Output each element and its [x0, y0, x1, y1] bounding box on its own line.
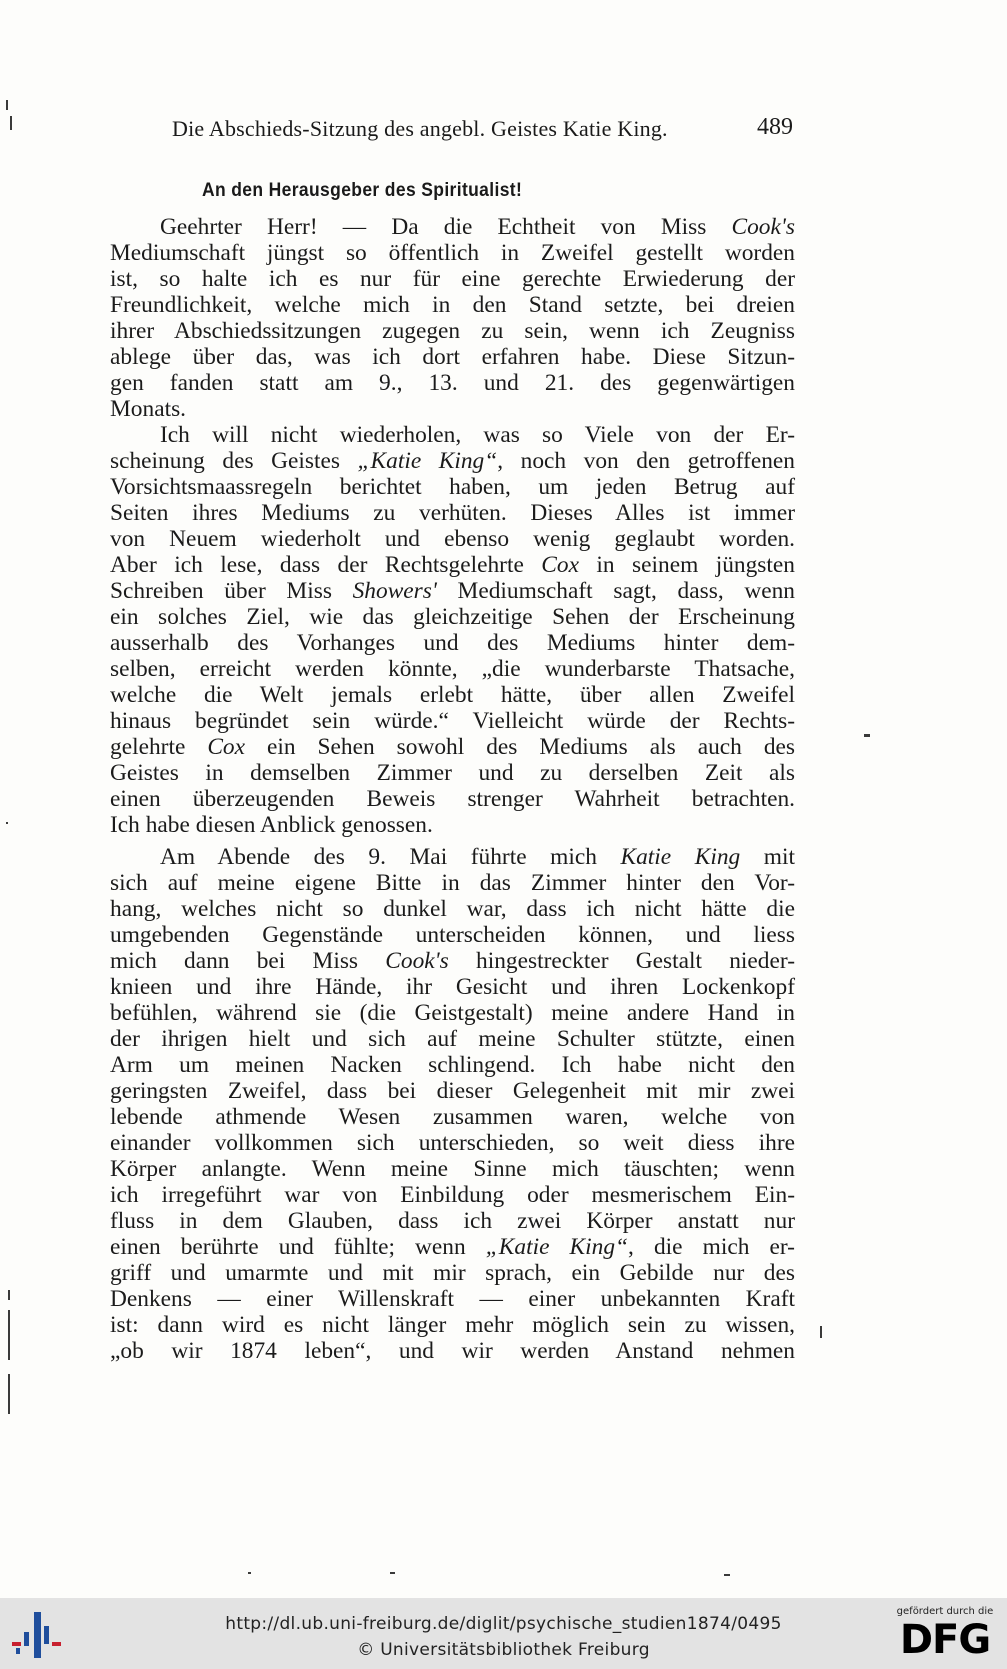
emphasized-name: Katie King	[620, 844, 741, 870]
text-line: lebende athmende Wesen zusammen waren, welche von	[110, 1104, 795, 1130]
text-line: Vorsichtsmaassregeln berichtet haben, um jeden Betrug auf	[110, 474, 795, 500]
text-line: Ich habe diesen Anblick genossen.	[110, 812, 433, 838]
text-line: Körper anlangte. Wenn meine Sinne mich täuschten; wenn	[110, 1156, 795, 1182]
emphasized-name: Cox	[207, 734, 245, 760]
dfg-caption: gefördert durch die	[896, 1606, 994, 1617]
letter-heading: An den Herausgeber des Spiritualist!	[202, 180, 523, 201]
text-line: selben, erreicht werden könnte, „die wunderbarste Thatsache,	[110, 656, 795, 682]
text-line: einander vollkommen sich unterschieden, so weit diess ihre	[110, 1130, 795, 1156]
text-line: ist: dann wird es nicht länger mehr möglich sein zu wissen,	[110, 1312, 795, 1338]
text-line: scheinung des Geistes „Katie King“, noch von den getroffenen	[110, 448, 795, 474]
text-line: Ich will nicht wiederholen, was so Viele von der Er-	[160, 422, 795, 448]
emphasized-name: Cook's	[731, 214, 795, 240]
text-line: Denkens — einer Willenskraft — einer unbekannten Kraft	[110, 1286, 795, 1312]
body-text	[110, 214, 795, 1364]
scan-mark	[724, 1574, 730, 1576]
text-line: von Neuem wiederholt und ebenso wenig geglaubt worden.	[110, 526, 795, 552]
text-line: Arm um meinen Nacken schlingend. Ich habe nicht den	[110, 1052, 795, 1078]
text-line: mich dann bei Miss Cook's hingestreckter Gestalt nieder-	[110, 948, 795, 974]
page-number: 489	[757, 114, 793, 140]
text-line: sich auf meine eigene Bitte in das Zimmer hinter den Vor-	[110, 870, 795, 896]
text-line: griff und umarmte und mit mir sprach, ein Gebilde nur des	[110, 1260, 795, 1286]
scan-mark	[6, 100, 8, 110]
running-head-title: Die Abschieds-Sitzung des angebl. Geistes Katie King.	[172, 116, 668, 141]
text-line: welche die Welt jemals erlebt hätte, über allen Zweifel	[110, 682, 795, 708]
paragraph	[110, 422, 795, 838]
scan-mark	[8, 1374, 10, 1414]
text-line: ablege über das, was ich dort erfahren habe. Diese Sitzun-	[110, 344, 795, 370]
scan-mark	[8, 1290, 10, 1300]
emphasized-name: Cook's	[385, 948, 449, 974]
text-line: gelehrte Cox ein Sehen sowohl des Mediums als auch des	[110, 734, 796, 760]
text-line: fluss in dem Glauben, dass ich zwei Körper anstatt nur	[110, 1208, 795, 1234]
text-line: geringsten Zweifel, dass bei dieser Gelegenheit mit mir zwei	[110, 1078, 795, 1104]
text-line: „ob wir 1874 leben“, und wir werden Anstand nehmen	[110, 1338, 795, 1364]
text-line: Seiten ihres Mediums zu verhüten. Dieses Alles ist immer	[110, 500, 795, 526]
dfg-logo-text: DFG	[899, 1617, 991, 1663]
text-line: Aber ich lese, dass der Rechtsgelehrte Cox in seinem jüngsten	[110, 552, 795, 578]
text-line: ich irregeführt war von Einbildung oder mesmerischem Ein-	[110, 1182, 795, 1208]
text-line: hinaus begründet sein würde.“ Vielleicht würde der Rechts-	[110, 708, 795, 734]
text-line: befühlen, während sie (die Geistgestalt) meine andere Hand in	[110, 1000, 795, 1026]
text-line: Freundlichkeit, welche mich in den Stand setzte, bei dreien	[110, 292, 795, 318]
scan-mark	[6, 822, 8, 824]
text-line: Mediumschaft jüngst so öffentlich in Zweifel gestellt worden	[110, 240, 795, 266]
text-line: der ihrigen hielt und sich auf meine Schulter stützte, einen	[110, 1026, 795, 1052]
dfg-logo	[889, 1606, 1001, 1664]
text-line: ist, so halte ich es nur für eine gerechte Erwiederung der	[110, 266, 795, 292]
emphasized-name: „Katie King“	[485, 1234, 629, 1260]
scan-mark	[8, 1310, 10, 1360]
footer-bar	[0, 1598, 1007, 1669]
text-line: Am Abende des 9. Mai führte mich Katie King mit	[160, 844, 795, 870]
source-url[interactable]: http://dl.ub.uni-freiburg.de/diglit/psychische_studien1874/0495	[225, 1614, 782, 1634]
text-line: ausserhalb des Vorhanges und des Mediums hinter dem-	[110, 630, 795, 656]
text-line: einen berührte und fühlte; wenn „Katie King“, die mich er-	[110, 1234, 795, 1260]
text-line: Monats.	[110, 396, 187, 422]
text-line: Schreiben über Miss Showers' Mediumschaft sagt, dass, wenn	[110, 578, 796, 604]
emphasized-name: Cox	[541, 552, 579, 578]
copyright-notice: © Universitätsbibliothek Freiburg	[357, 1640, 650, 1660]
scan-mark	[820, 1326, 822, 1338]
emphasized-name: „Katie King“	[357, 448, 498, 474]
running-head	[168, 112, 793, 146]
text-line: gen fanden statt am 9., 13. und 21. des gegenwärtigen	[110, 370, 795, 396]
text-line: ihrer Abschiedssitzungen zugegen zu sein, wenn ich Zeugniss	[110, 318, 795, 344]
paragraph	[110, 214, 795, 422]
emphasized-name: Showers'	[352, 578, 437, 604]
text-line: knieen und ihre Hände, ihr Gesicht und ihren Lockenkopf	[110, 974, 795, 1000]
text-line: ein solches Ziel, wie das gleichzeitige Sehen der Erscheinung	[110, 604, 795, 630]
scan-mark	[390, 1572, 395, 1574]
text-line: Geehrter Herr! — Da die Echtheit von Miss Cook's	[160, 214, 795, 240]
text-line: umgebenden Gegenstände unterscheiden können, und liess	[110, 922, 795, 948]
text-line: Geistes in demselben Zimmer und zu derselben Zeit als	[110, 760, 795, 786]
text-line: hang, welches nicht so dunkel war, dass ich nicht hätte die	[110, 896, 795, 922]
scan-mark	[248, 1572, 251, 1574]
paragraph	[110, 844, 795, 1364]
scan-mark	[864, 734, 870, 737]
text-line: einen überzeugenden Beweis strenger Wahrheit betrachten.	[110, 786, 795, 812]
scan-mark	[10, 116, 12, 130]
